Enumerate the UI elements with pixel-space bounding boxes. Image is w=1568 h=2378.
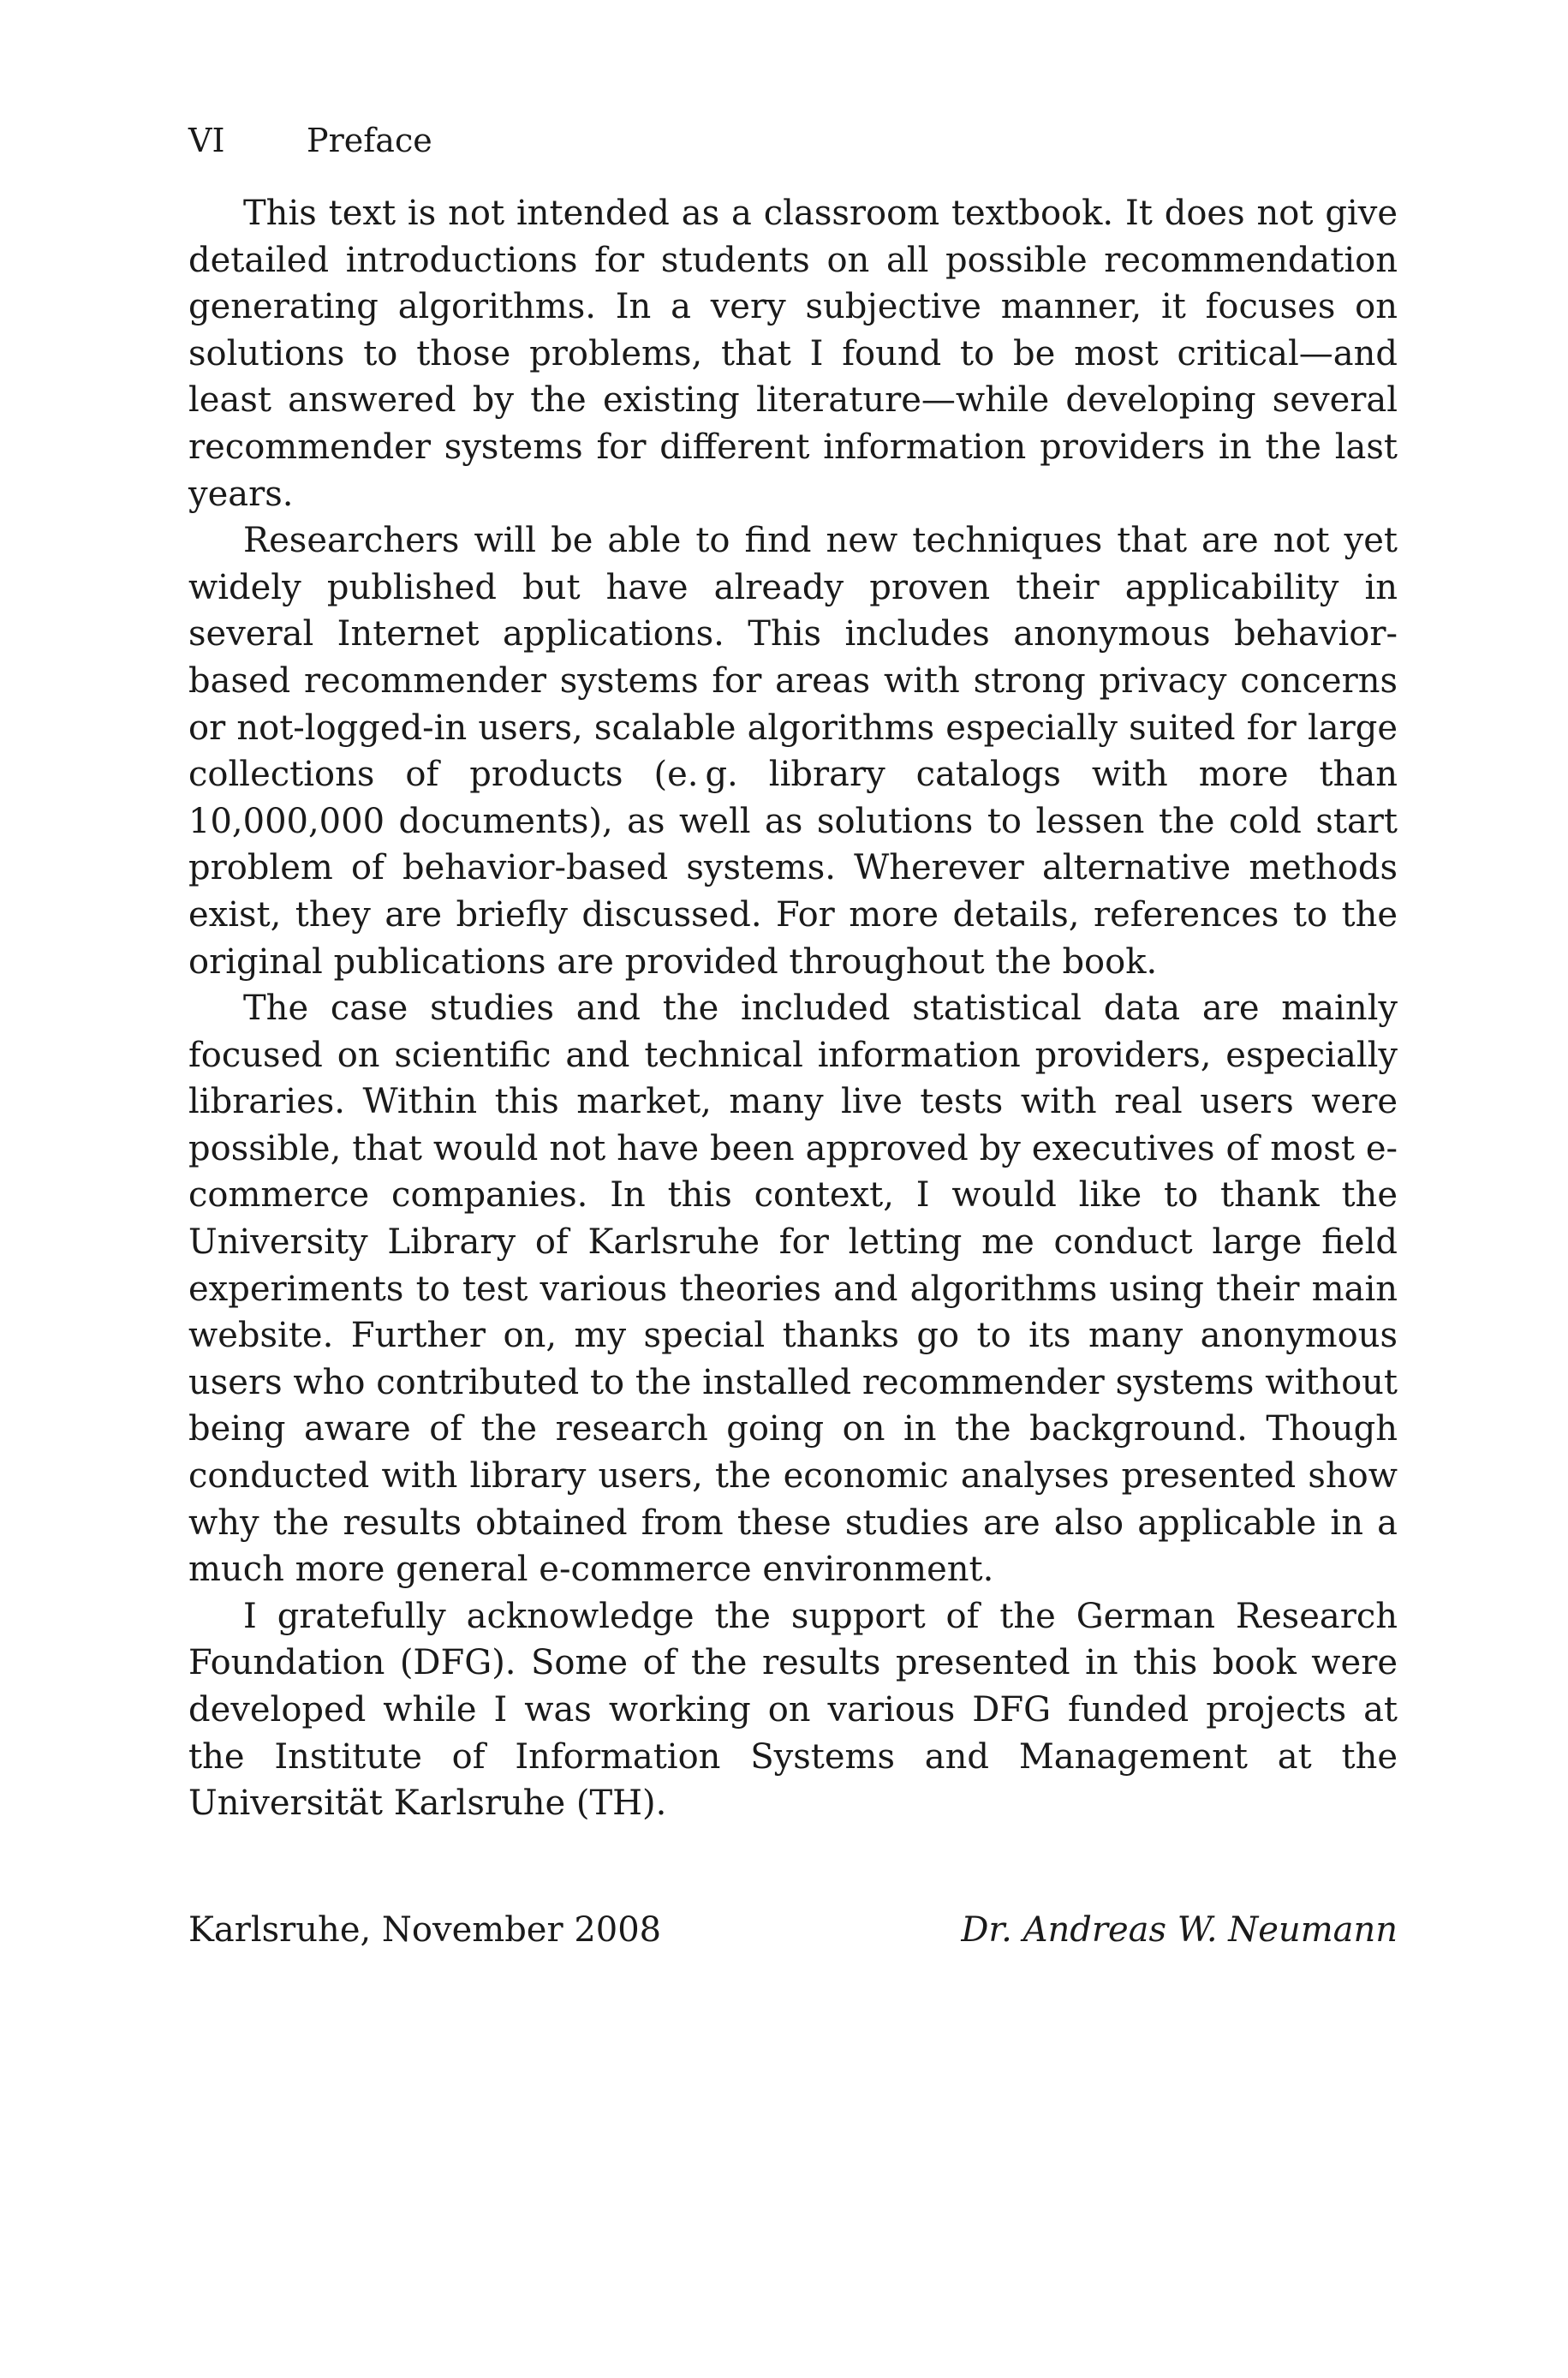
chapter-title: Preface — [307, 122, 432, 159]
paragraph-acknowledgement: I gratefully acknowledge the support of the German Research Foundation (DFG). Some of the results presented in this book were developed while I was working on various DFG funded projects at the Institute of Information Systems and Management at the Universität Karlsruhe (TH). — [188, 1596, 1398, 1824]
page-number: VI — [188, 122, 225, 159]
paragraph-intro: This text is not intended as a classroom textbook. It does not give detailed introductions for students on all possible recommendation generating algorithms. In a very subjective manner, it focuses on solutions to those problems, that I found to be most critical—and least answered by the existing literature—while developing several recommender systems for different information providers in the last years. — [188, 194, 1398, 514]
preface-body — [188, 190, 1398, 1827]
signature-line — [188, 1907, 1398, 1953]
paragraph-case-studies: The case studies and the included statistical data are mainly focused on scientific and technical information providers, especially libraries. Within this market, many live tests with real users were possible, that would not have been approved by executives of most e-commerce companies. In this context, I would like to thank the University Library of Karlsruhe for letting me conduct large field experiments to test various theories and algorithms using their main website. Further on, my special thanks go to its many anonymous users who contributed to the installed recommender systems without being aware of the research going on in the background. Though conducted with library users, the economic analyses presented show why the results obtained from these studies are also applicable in a much more general e-commerce environment. — [188, 989, 1398, 1590]
author-name: Dr. Andreas W. Neumann — [961, 1910, 1398, 1950]
place-date: Karlsruhe, November 2008 — [188, 1910, 662, 1950]
paragraph-researchers: Researchers will be able to find new techniques that are not yet widely published but have already proven their applicability in several Internet applications. This includes anonymous behavior-based recommender systems for areas with strong privacy concerns or not-logged-in users, scalable algorithms especially suited for large collections of products (e. g. library catalogs with more than 10,000,000 documents), as well as solutions to lessen the cold start problem of behavior-based systems. Wherever alternative methods exist, they are briefly discussed. For more details, references to the original publications are provided throughout the book. — [188, 521, 1398, 982]
running-head — [188, 120, 432, 161]
